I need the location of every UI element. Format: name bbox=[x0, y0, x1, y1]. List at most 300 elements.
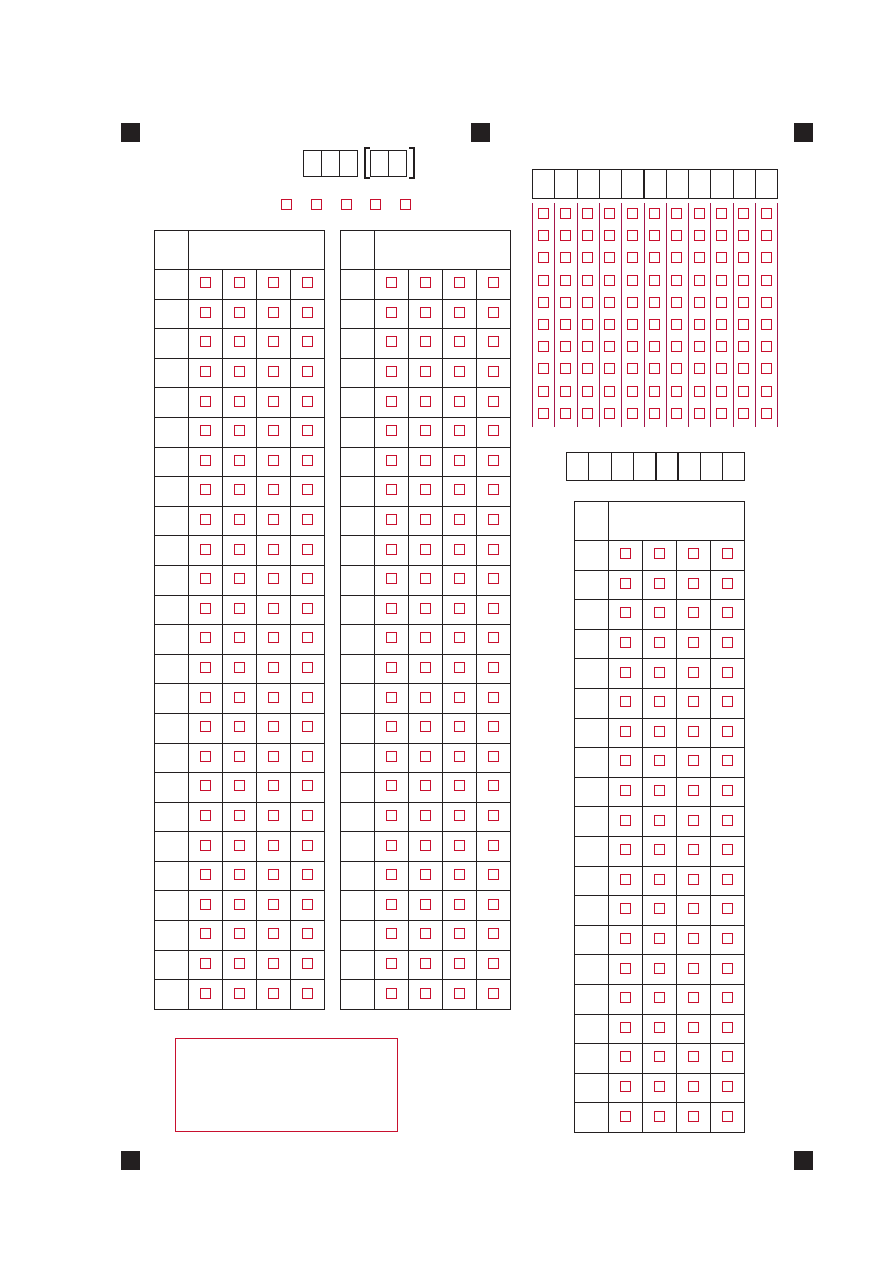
answer-bubble[interactable] bbox=[488, 603, 499, 614]
code-box[interactable] bbox=[633, 452, 656, 481]
answer-bubble[interactable] bbox=[454, 514, 465, 525]
answer-bubble[interactable] bbox=[654, 637, 665, 648]
answer-bubble[interactable] bbox=[488, 573, 499, 584]
answer-bubble[interactable] bbox=[620, 667, 631, 678]
answer-bubble[interactable] bbox=[200, 514, 211, 525]
answer-bubble[interactable] bbox=[688, 903, 699, 914]
id-bubble[interactable] bbox=[671, 230, 682, 241]
answer-bubble[interactable] bbox=[420, 484, 431, 495]
id-bubble[interactable] bbox=[671, 341, 682, 352]
answer-bubble[interactable] bbox=[620, 637, 631, 648]
answer-bubble[interactable] bbox=[688, 992, 699, 1003]
answer-bubble[interactable] bbox=[234, 425, 245, 436]
id-bubble[interactable] bbox=[582, 341, 593, 352]
answer-bubble[interactable] bbox=[620, 726, 631, 737]
id-bubble[interactable] bbox=[538, 275, 549, 286]
answer-bubble[interactable] bbox=[722, 696, 733, 707]
answer-bubble[interactable] bbox=[620, 755, 631, 766]
id-bubble[interactable] bbox=[538, 386, 549, 397]
answer-bubble[interactable] bbox=[268, 632, 279, 643]
answer-bubble[interactable] bbox=[386, 751, 397, 762]
answer-bubble[interactable] bbox=[488, 484, 499, 495]
id-bubble[interactable] bbox=[604, 275, 615, 286]
answer-bubble[interactable] bbox=[454, 662, 465, 673]
answer-bubble[interactable] bbox=[654, 785, 665, 796]
id-bubble[interactable] bbox=[582, 208, 593, 219]
answer-bubble[interactable] bbox=[234, 514, 245, 525]
header-code-box[interactable] bbox=[339, 150, 358, 177]
id-bubble[interactable] bbox=[582, 252, 593, 263]
answer-bubble[interactable] bbox=[386, 662, 397, 673]
answer-bubble[interactable] bbox=[200, 366, 211, 377]
id-bubble[interactable] bbox=[560, 386, 571, 397]
answer-bubble[interactable] bbox=[488, 780, 499, 791]
answer-bubble[interactable] bbox=[688, 1081, 699, 1092]
answer-bubble[interactable] bbox=[454, 455, 465, 466]
id-bubble[interactable] bbox=[694, 275, 705, 286]
answer-bubble[interactable] bbox=[654, 726, 665, 737]
answer-bubble[interactable] bbox=[302, 810, 313, 821]
answer-bubble[interactable] bbox=[420, 336, 431, 347]
answer-bubble[interactable] bbox=[722, 903, 733, 914]
answer-bubble[interactable] bbox=[386, 692, 397, 703]
id-bubble[interactable] bbox=[649, 230, 660, 241]
id-bubble[interactable] bbox=[582, 363, 593, 374]
answer-bubble[interactable] bbox=[234, 869, 245, 880]
id-digit-box[interactable] bbox=[621, 169, 644, 199]
id-bubble[interactable] bbox=[738, 252, 749, 263]
answer-bubble[interactable] bbox=[302, 928, 313, 939]
answer-bubble[interactable] bbox=[234, 366, 245, 377]
answer-bubble[interactable] bbox=[200, 780, 211, 791]
answer-bubble[interactable] bbox=[722, 1022, 733, 1033]
answer-bubble[interactable] bbox=[654, 578, 665, 589]
answer-bubble[interactable] bbox=[302, 662, 313, 673]
id-bubble[interactable] bbox=[738, 319, 749, 330]
answer-bubble[interactable] bbox=[454, 869, 465, 880]
answer-bubble[interactable] bbox=[454, 632, 465, 643]
id-bubble[interactable] bbox=[627, 319, 638, 330]
answer-bubble[interactable] bbox=[488, 988, 499, 999]
id-bubble[interactable] bbox=[560, 208, 571, 219]
id-bubble[interactable] bbox=[716, 386, 727, 397]
answer-bubble[interactable] bbox=[488, 455, 499, 466]
answer-bubble[interactable] bbox=[200, 988, 211, 999]
answer-bubble[interactable] bbox=[420, 632, 431, 643]
id-bubble[interactable] bbox=[671, 275, 682, 286]
code-box[interactable] bbox=[588, 452, 611, 481]
answer-bubble[interactable] bbox=[268, 425, 279, 436]
answer-bubble[interactable] bbox=[722, 1111, 733, 1122]
id-bubble[interactable] bbox=[694, 297, 705, 308]
id-bubble[interactable] bbox=[604, 386, 615, 397]
answer-bubble[interactable] bbox=[386, 899, 397, 910]
id-bubble[interactable] bbox=[604, 252, 615, 263]
answer-bubble[interactable] bbox=[234, 662, 245, 673]
answer-bubble[interactable] bbox=[654, 755, 665, 766]
answer-bubble[interactable] bbox=[234, 603, 245, 614]
answer-bubble[interactable] bbox=[654, 1022, 665, 1033]
answer-bubble[interactable] bbox=[386, 544, 397, 555]
answer-bubble[interactable] bbox=[200, 869, 211, 880]
id-bubble[interactable] bbox=[761, 297, 772, 308]
answer-bubble[interactable] bbox=[420, 514, 431, 525]
id-bubble[interactable] bbox=[560, 341, 571, 352]
page-bubble[interactable] bbox=[311, 199, 322, 210]
answer-bubble[interactable] bbox=[234, 455, 245, 466]
answer-bubble[interactable] bbox=[722, 933, 733, 944]
answer-bubble[interactable] bbox=[268, 396, 279, 407]
answer-bubble[interactable] bbox=[268, 780, 279, 791]
answer-bubble[interactable] bbox=[234, 544, 245, 555]
answer-bubble[interactable] bbox=[302, 988, 313, 999]
answer-bubble[interactable] bbox=[268, 455, 279, 466]
answer-bubble[interactable] bbox=[234, 277, 245, 288]
answer-bubble[interactable] bbox=[386, 988, 397, 999]
answer-bubble[interactable] bbox=[268, 514, 279, 525]
id-bubble[interactable] bbox=[716, 408, 727, 419]
answer-bubble[interactable] bbox=[420, 573, 431, 584]
answer-bubble[interactable] bbox=[454, 899, 465, 910]
id-bubble[interactable] bbox=[582, 230, 593, 241]
answer-bubble[interactable] bbox=[688, 815, 699, 826]
id-bubble[interactable] bbox=[538, 297, 549, 308]
answer-bubble[interactable] bbox=[620, 933, 631, 944]
id-bubble[interactable] bbox=[671, 363, 682, 374]
id-bubble[interactable] bbox=[560, 275, 571, 286]
answer-bubble[interactable] bbox=[688, 963, 699, 974]
code-box[interactable] bbox=[678, 452, 701, 481]
answer-bubble[interactable] bbox=[234, 840, 245, 851]
answer-bubble[interactable] bbox=[386, 721, 397, 732]
answer-bubble[interactable] bbox=[234, 899, 245, 910]
id-bubble[interactable] bbox=[560, 363, 571, 374]
answer-bubble[interactable] bbox=[234, 958, 245, 969]
id-bubble[interactable] bbox=[761, 230, 772, 241]
answer-bubble[interactable] bbox=[268, 751, 279, 762]
answer-bubble[interactable] bbox=[722, 815, 733, 826]
answer-bubble[interactable] bbox=[200, 573, 211, 584]
answer-bubble[interactable] bbox=[200, 484, 211, 495]
header-code-box[interactable] bbox=[303, 150, 322, 177]
id-bubble[interactable] bbox=[694, 386, 705, 397]
id-bubble[interactable] bbox=[671, 408, 682, 419]
answer-bubble[interactable] bbox=[488, 366, 499, 377]
id-digit-box[interactable] bbox=[532, 169, 555, 199]
answer-bubble[interactable] bbox=[420, 307, 431, 318]
answer-bubble[interactable] bbox=[386, 484, 397, 495]
answer-bubble[interactable] bbox=[420, 425, 431, 436]
id-bubble[interactable] bbox=[671, 252, 682, 263]
answer-bubble[interactable] bbox=[488, 810, 499, 821]
answer-bubble[interactable] bbox=[454, 840, 465, 851]
answer-bubble[interactable] bbox=[654, 548, 665, 559]
answer-bubble[interactable] bbox=[654, 607, 665, 618]
answer-bubble[interactable] bbox=[488, 869, 499, 880]
answer-bubble[interactable] bbox=[420, 692, 431, 703]
answer-bubble[interactable] bbox=[200, 336, 211, 347]
answer-bubble[interactable] bbox=[488, 514, 499, 525]
answer-bubble[interactable] bbox=[302, 514, 313, 525]
answer-bubble[interactable] bbox=[200, 307, 211, 318]
answer-bubble[interactable] bbox=[654, 963, 665, 974]
answer-bubble[interactable] bbox=[688, 637, 699, 648]
answer-bubble[interactable] bbox=[654, 815, 665, 826]
answer-bubble[interactable] bbox=[386, 336, 397, 347]
id-bubble[interactable] bbox=[694, 252, 705, 263]
page-bubble[interactable] bbox=[281, 199, 292, 210]
answer-bubble[interactable] bbox=[454, 603, 465, 614]
answer-bubble[interactable] bbox=[454, 928, 465, 939]
answer-bubble[interactable] bbox=[200, 692, 211, 703]
answer-bubble[interactable] bbox=[488, 751, 499, 762]
id-bubble[interactable] bbox=[560, 252, 571, 263]
answer-bubble[interactable] bbox=[302, 425, 313, 436]
answer-bubble[interactable] bbox=[722, 844, 733, 855]
answer-bubble[interactable] bbox=[454, 810, 465, 821]
page-bubble[interactable] bbox=[370, 199, 381, 210]
answer-bubble[interactable] bbox=[302, 573, 313, 584]
answer-bubble[interactable] bbox=[454, 307, 465, 318]
id-bubble[interactable] bbox=[627, 252, 638, 263]
answer-bubble[interactable] bbox=[268, 484, 279, 495]
answer-bubble[interactable] bbox=[420, 810, 431, 821]
id-bubble[interactable] bbox=[627, 208, 638, 219]
answer-bubble[interactable] bbox=[200, 662, 211, 673]
answer-bubble[interactable] bbox=[302, 396, 313, 407]
answer-bubble[interactable] bbox=[302, 958, 313, 969]
id-bubble[interactable] bbox=[716, 341, 727, 352]
answer-bubble[interactable] bbox=[302, 869, 313, 880]
answer-bubble[interactable] bbox=[268, 958, 279, 969]
id-bubble[interactable] bbox=[716, 208, 727, 219]
page-bubble[interactable] bbox=[400, 199, 411, 210]
answer-bubble[interactable] bbox=[488, 692, 499, 703]
answer-bubble[interactable] bbox=[420, 455, 431, 466]
id-bubble[interactable] bbox=[761, 386, 772, 397]
answer-bubble[interactable] bbox=[688, 844, 699, 855]
answer-bubble[interactable] bbox=[200, 455, 211, 466]
id-bubble[interactable] bbox=[694, 319, 705, 330]
answer-bubble[interactable] bbox=[488, 277, 499, 288]
answer-bubble[interactable] bbox=[302, 307, 313, 318]
answer-bubble[interactable] bbox=[488, 899, 499, 910]
answer-bubble[interactable] bbox=[386, 603, 397, 614]
answer-bubble[interactable] bbox=[302, 455, 313, 466]
id-bubble[interactable] bbox=[738, 297, 749, 308]
answer-bubble[interactable] bbox=[454, 721, 465, 732]
answer-bubble[interactable] bbox=[688, 1051, 699, 1062]
id-bubble[interactable] bbox=[761, 319, 772, 330]
answer-bubble[interactable] bbox=[302, 899, 313, 910]
id-bubble[interactable] bbox=[761, 275, 772, 286]
answer-bubble[interactable] bbox=[488, 662, 499, 673]
answer-bubble[interactable] bbox=[688, 1022, 699, 1033]
answer-bubble[interactable] bbox=[620, 1111, 631, 1122]
answer-bubble[interactable] bbox=[386, 632, 397, 643]
id-bubble[interactable] bbox=[560, 230, 571, 241]
answer-bubble[interactable] bbox=[454, 366, 465, 377]
id-bubble[interactable] bbox=[761, 408, 772, 419]
answer-bubble[interactable] bbox=[200, 544, 211, 555]
id-bubble[interactable] bbox=[627, 230, 638, 241]
id-bubble[interactable] bbox=[738, 230, 749, 241]
answer-bubble[interactable] bbox=[386, 425, 397, 436]
answer-bubble[interactable] bbox=[688, 933, 699, 944]
answer-bubble[interactable] bbox=[302, 721, 313, 732]
code-box[interactable] bbox=[700, 452, 723, 481]
id-digit-box[interactable] bbox=[688, 169, 711, 199]
id-digit-box[interactable] bbox=[755, 169, 778, 199]
answer-bubble[interactable] bbox=[454, 484, 465, 495]
answer-bubble[interactable] bbox=[386, 514, 397, 525]
id-bubble[interactable] bbox=[649, 297, 660, 308]
answer-bubble[interactable] bbox=[268, 988, 279, 999]
answer-bubble[interactable] bbox=[488, 840, 499, 851]
answer-bubble[interactable] bbox=[302, 780, 313, 791]
answer-bubble[interactable] bbox=[302, 366, 313, 377]
answer-bubble[interactable] bbox=[234, 484, 245, 495]
id-bubble[interactable] bbox=[560, 319, 571, 330]
answer-bubble[interactable] bbox=[620, 578, 631, 589]
answer-bubble[interactable] bbox=[234, 632, 245, 643]
answer-bubble[interactable] bbox=[454, 336, 465, 347]
id-bubble[interactable] bbox=[716, 319, 727, 330]
answer-bubble[interactable] bbox=[488, 632, 499, 643]
answer-bubble[interactable] bbox=[722, 726, 733, 737]
answer-bubble[interactable] bbox=[688, 726, 699, 737]
id-bubble[interactable] bbox=[738, 275, 749, 286]
answer-bubble[interactable] bbox=[454, 573, 465, 584]
id-bubble[interactable] bbox=[738, 341, 749, 352]
answer-bubble[interactable] bbox=[722, 755, 733, 766]
id-bubble[interactable] bbox=[604, 208, 615, 219]
answer-bubble[interactable] bbox=[420, 780, 431, 791]
answer-bubble[interactable] bbox=[654, 1111, 665, 1122]
answer-bubble[interactable] bbox=[302, 840, 313, 851]
id-bubble[interactable] bbox=[538, 363, 549, 374]
answer-bubble[interactable] bbox=[234, 780, 245, 791]
id-digit-box[interactable] bbox=[733, 169, 756, 199]
answer-bubble[interactable] bbox=[620, 696, 631, 707]
answer-bubble[interactable] bbox=[268, 662, 279, 673]
answer-bubble[interactable] bbox=[420, 396, 431, 407]
id-bubble[interactable] bbox=[671, 319, 682, 330]
answer-bubble[interactable] bbox=[200, 632, 211, 643]
id-digit-box[interactable] bbox=[577, 169, 600, 199]
answer-bubble[interactable] bbox=[654, 667, 665, 678]
id-bubble[interactable] bbox=[627, 386, 638, 397]
answer-bubble[interactable] bbox=[386, 573, 397, 584]
answer-bubble[interactable] bbox=[302, 751, 313, 762]
answer-bubble[interactable] bbox=[386, 928, 397, 939]
answer-bubble[interactable] bbox=[420, 928, 431, 939]
answer-bubble[interactable] bbox=[268, 692, 279, 703]
answer-bubble[interactable] bbox=[654, 903, 665, 914]
answer-bubble[interactable] bbox=[654, 874, 665, 885]
id-bubble[interactable] bbox=[604, 297, 615, 308]
id-bubble[interactable] bbox=[738, 408, 749, 419]
answer-bubble[interactable] bbox=[420, 751, 431, 762]
id-bubble[interactable] bbox=[604, 230, 615, 241]
answer-bubble[interactable] bbox=[654, 1051, 665, 1062]
id-bubble[interactable] bbox=[649, 252, 660, 263]
answer-bubble[interactable] bbox=[488, 396, 499, 407]
answer-bubble[interactable] bbox=[268, 810, 279, 821]
id-bubble[interactable] bbox=[582, 386, 593, 397]
id-bubble[interactable] bbox=[649, 408, 660, 419]
id-bubble[interactable] bbox=[671, 386, 682, 397]
answer-bubble[interactable] bbox=[234, 751, 245, 762]
answer-bubble[interactable] bbox=[302, 544, 313, 555]
answer-bubble[interactable] bbox=[688, 696, 699, 707]
answer-bubble[interactable] bbox=[420, 869, 431, 880]
answer-bubble[interactable] bbox=[200, 721, 211, 732]
id-bubble[interactable] bbox=[738, 208, 749, 219]
answer-bubble[interactable] bbox=[234, 721, 245, 732]
id-bubble[interactable] bbox=[716, 297, 727, 308]
answer-bubble[interactable] bbox=[688, 755, 699, 766]
answer-bubble[interactable] bbox=[688, 548, 699, 559]
answer-bubble[interactable] bbox=[620, 548, 631, 559]
id-bubble[interactable] bbox=[604, 319, 615, 330]
answer-bubble[interactable] bbox=[654, 933, 665, 944]
id-bubble[interactable] bbox=[738, 386, 749, 397]
answer-bubble[interactable] bbox=[234, 573, 245, 584]
id-digit-box[interactable] bbox=[666, 169, 689, 199]
answer-bubble[interactable] bbox=[722, 785, 733, 796]
answer-bubble[interactable] bbox=[722, 548, 733, 559]
answer-bubble[interactable] bbox=[234, 810, 245, 821]
answer-bubble[interactable] bbox=[620, 992, 631, 1003]
answer-bubble[interactable] bbox=[620, 963, 631, 974]
answer-bubble[interactable] bbox=[234, 307, 245, 318]
answer-bubble[interactable] bbox=[454, 958, 465, 969]
answer-bubble[interactable] bbox=[386, 780, 397, 791]
id-bubble[interactable] bbox=[649, 341, 660, 352]
id-bubble[interactable] bbox=[538, 408, 549, 419]
id-bubble[interactable] bbox=[627, 275, 638, 286]
header-code-box[interactable] bbox=[370, 150, 389, 177]
answer-bubble[interactable] bbox=[688, 785, 699, 796]
answer-bubble[interactable] bbox=[454, 544, 465, 555]
id-bubble[interactable] bbox=[538, 208, 549, 219]
answer-bubble[interactable] bbox=[200, 840, 211, 851]
answer-bubble[interactable] bbox=[268, 928, 279, 939]
answer-bubble[interactable] bbox=[302, 632, 313, 643]
answer-bubble[interactable] bbox=[420, 899, 431, 910]
answer-bubble[interactable] bbox=[722, 1051, 733, 1062]
id-bubble[interactable] bbox=[694, 230, 705, 241]
answer-bubble[interactable] bbox=[200, 603, 211, 614]
answer-bubble[interactable] bbox=[302, 484, 313, 495]
answer-bubble[interactable] bbox=[454, 988, 465, 999]
answer-bubble[interactable] bbox=[420, 277, 431, 288]
answer-bubble[interactable] bbox=[200, 810, 211, 821]
id-bubble[interactable] bbox=[538, 319, 549, 330]
answer-bubble[interactable] bbox=[420, 958, 431, 969]
answer-bubble[interactable] bbox=[454, 780, 465, 791]
answer-bubble[interactable] bbox=[654, 844, 665, 855]
id-bubble[interactable] bbox=[649, 275, 660, 286]
answer-bubble[interactable] bbox=[420, 544, 431, 555]
answer-bubble[interactable] bbox=[488, 544, 499, 555]
answer-bubble[interactable] bbox=[722, 607, 733, 618]
answer-bubble[interactable] bbox=[488, 336, 499, 347]
id-bubble[interactable] bbox=[761, 208, 772, 219]
answer-bubble[interactable] bbox=[268, 899, 279, 910]
answer-bubble[interactable] bbox=[386, 307, 397, 318]
